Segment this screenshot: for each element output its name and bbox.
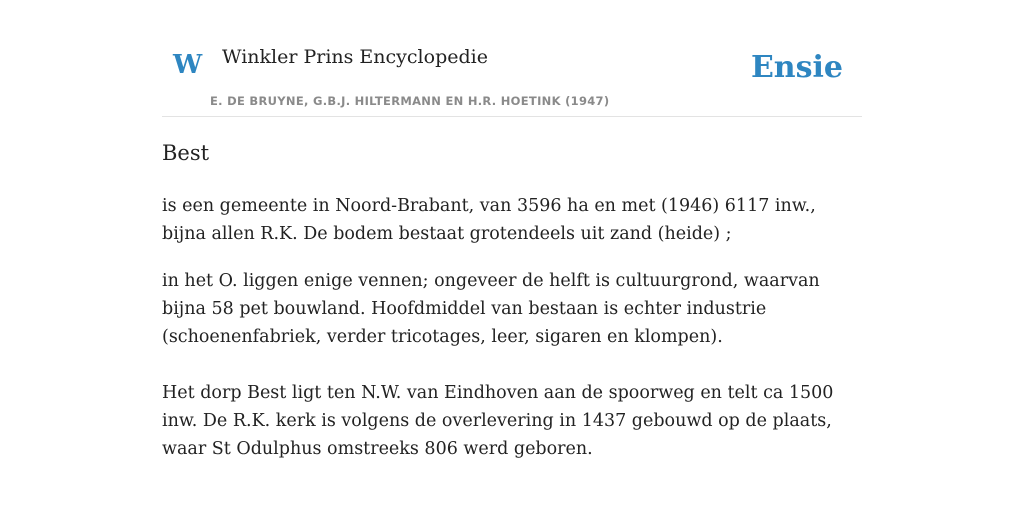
- encyclopedia-title[interactable]: Winkler Prins Encyclopedie: [222, 46, 488, 68]
- article-headword: Best: [162, 141, 210, 165]
- article-paragraph-3: Het dorp Best ligt ten N.W. van Eindhoven aan de spoorweg en telt ca 1500 inw. De R.K. kerk is volgens de overlevering in 1437 gebouwd op de plaats, waar St Odulphus omstreeks 806 werd geboren.: [162, 383, 834, 459]
- authors-line: E. DE BRUYNE, G.B.J. HILTERMANN EN H.R. HOETINK (1947): [210, 94, 610, 108]
- ensie-logo[interactable]: Ensie: [750, 50, 843, 85]
- article-paragraph-2: in het O. liggen enige vennen; ongeveer de helft is cultuurgrond, waarvan bijna 58 pet bouwland. Hoofdmiddel van bestaan is echter industrie (schoenenfabriek, verder tricotages, leer, sigaren en klompen).: [162, 271, 820, 347]
- winkler-prins-logo[interactable]: W: [173, 50, 203, 80]
- page-header: [162, 0, 862, 117]
- article-paragraph-1: is een gemeente in Noord-Brabant, van 3596 ha en met (1946) 6117 inw., bijna allen R.K. De bodem bestaat grotendeels uit zand (heide) ;: [162, 196, 816, 244]
